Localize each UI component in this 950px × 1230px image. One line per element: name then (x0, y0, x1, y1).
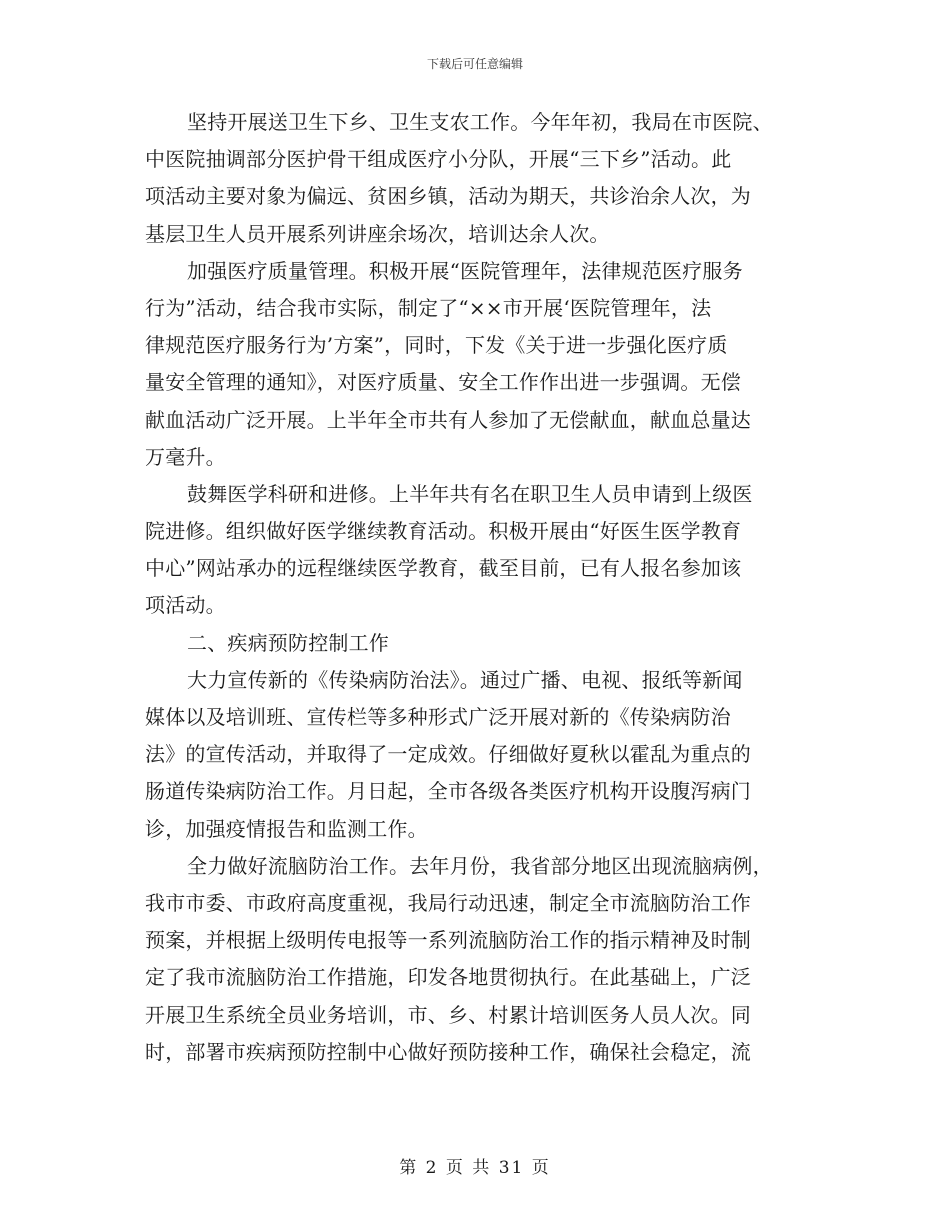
text-line: 基层卫生人员开展系列讲座余场次，培训达余人次。 (145, 221, 610, 246)
text-line: 项活动。 (145, 593, 226, 618)
text-line: 坚持开展送卫生下乡、卫生支农工作。今年年初，我局在市医院、 (187, 110, 773, 134)
text-line: 律规范医疗服务行为’方案”，同时，下发《关于进一步强化医疗质 (145, 333, 728, 358)
text-line: 鼓舞医学科研和进修。上半年共有名在职卫生人员申请到上级医 (187, 481, 753, 506)
document-body (145, 104, 805, 1071)
text-line: 万毫升。 (145, 444, 226, 469)
text-line: 行为”活动，结合我市实际，制定了“××市开展‘医院管理年，法 (145, 295, 712, 320)
text-line: 开展卫生系统全员业务培训，市、乡、村累计培训医务人员人次。同 (145, 1002, 751, 1027)
text-line: 加强医疗质量管理。积极开展“医院管理年，法律规范医疗服务 (187, 258, 743, 283)
text-line: 中心”网站承办的远程继续医学教育，截至目前，已有人报名参加该 (145, 556, 742, 581)
text-line: 时，部署市疾病预防控制中心做好预防接种工作，确保社会稳定，流 (145, 1039, 751, 1064)
text-line: 量安全管理的通知》，对医疗质量、安全工作作出进一步强调。无偿 (145, 370, 741, 395)
text-line: 媒体以及培训班、宣传栏等多种形式广泛开展对新的《传染病防治 (145, 705, 731, 729)
text-line: 预案，并根据上级明传电报等一系列流脑防治工作的指示精神及时制 (145, 928, 751, 953)
text-line: 项活动主要对象为偏远、贫困乡镇，活动为期天，共诊治余人次，为 (145, 184, 751, 209)
text-line: 法》的宣传活动，并取得了一定成效。仔细做好夏秋以霍乱为重点的 (145, 742, 751, 767)
text-line: 全力做好流脑防治工作。去年月份，我省部分地区出现流脑病例， (187, 853, 773, 878)
text-line: 院进修。组织做好医学继续教育活动。积极开展由“好医生医学教育 (145, 519, 742, 544)
page-number: 第 2 页 共 31 页 (399, 1158, 551, 1178)
page-header-note: 下载后可任意编辑 (426, 57, 523, 71)
text-line: 诊，加强疫情报告和监测工作。 (145, 816, 428, 841)
text-line: 献血活动广泛开展。上半年全市共有人参加了无偿献血，献血总量达 (145, 407, 751, 432)
text-line: 大力宣传新的《传染病防治法》。通过广播、电视、报纸等新闻 (187, 667, 743, 692)
text-line: 肠道传染病防治工作。月日起，全市各级各类医疗机构开设腹泻病门 (145, 779, 751, 804)
section-heading: 二、疾病预防控制工作 (187, 630, 389, 655)
text-line: 中医院抽调部分医护骨干组成医疗小分队，开展“三下乡”活动。此 (145, 147, 732, 172)
text-line: 我市市委、市政府高度重视，我局行动迅速，制定全市流脑防治工作 (145, 890, 751, 915)
text-line: 定了我市流脑防治工作措施，印发各地贯彻执行。在此基础上，广泛 (145, 965, 751, 990)
